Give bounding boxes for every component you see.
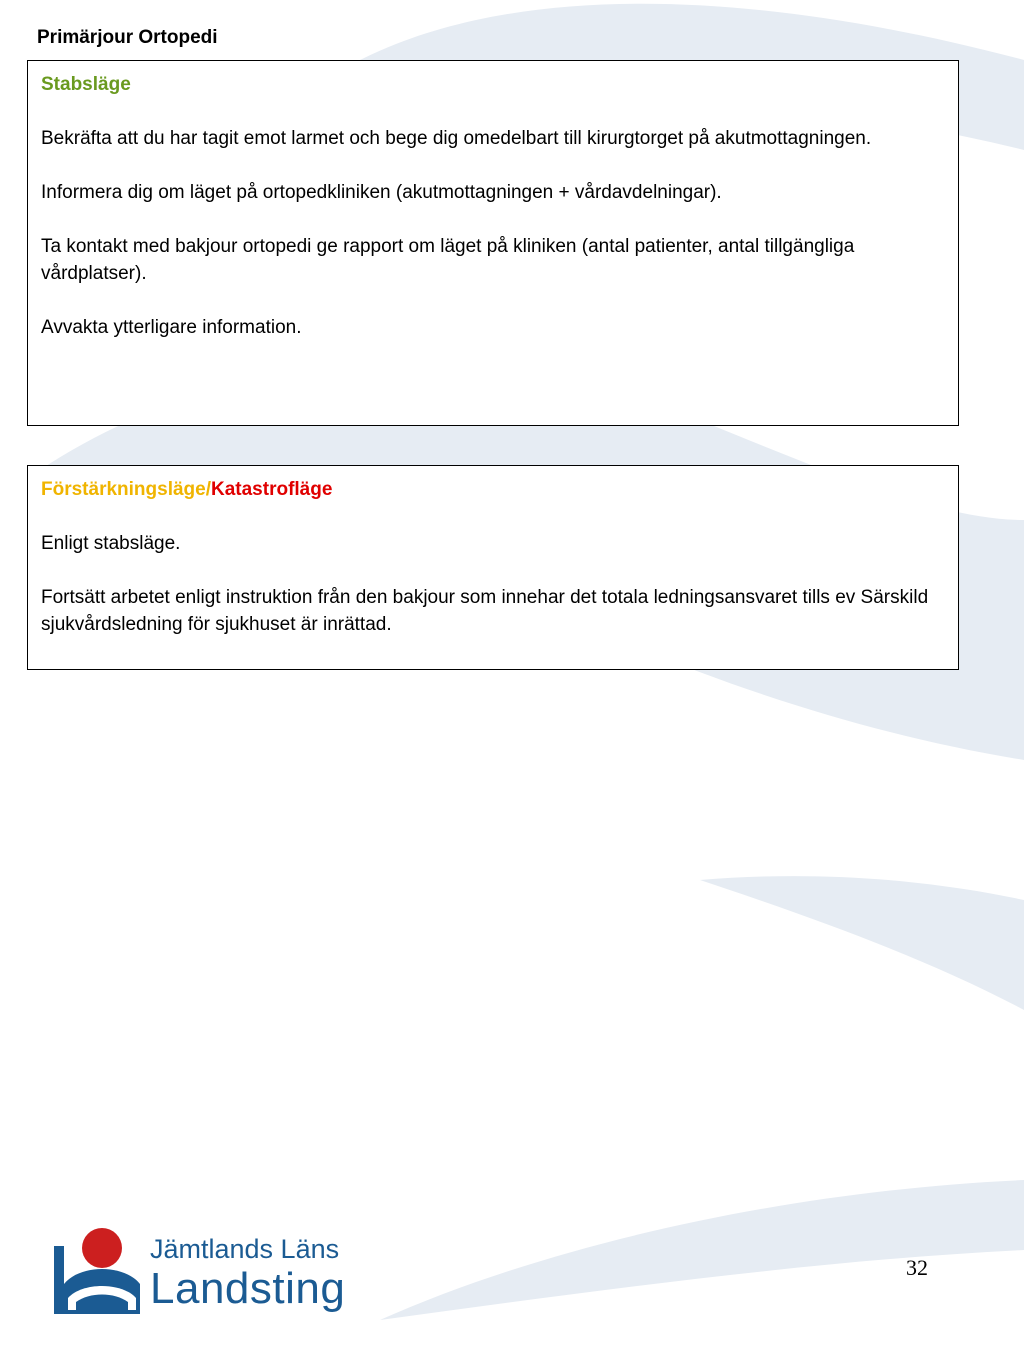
stabslage-paragraph-3: Ta kontakt med bakjour ortopedi ge rapport om läget på kliniken (antal patienter, antal tillgängliga vårdplatser).: [41, 236, 855, 284]
stabslage-box: [27, 60, 959, 426]
logo-text-line2: Landsting: [150, 1264, 346, 1313]
forstarkningslage-paragraph-2: Fortsätt arbetet enligt instruktion från den bakjour som innehar det totala ledningsansvaret tills ev Särskild sjukvårdsledning för sjukhuset är inrättad.: [41, 587, 929, 635]
stabslage-paragraph-2: Informera dig om läget på ortopedkliniken (akutmottagningen + vårdavdelningar).: [41, 182, 722, 203]
page-number: 32: [906, 1255, 928, 1280]
stabslage-paragraph-4: Avvakta ytterligare information.: [41, 317, 302, 338]
landsting-emblem-icon: [52, 1226, 148, 1322]
forstarkningslage-heading: [41, 476, 944, 503]
page-title: Primärjour Ortopedi: [37, 27, 218, 48]
forstarkningslage-paragraph-1: Enligt stabsläge.: [41, 533, 181, 554]
katastroflage-label: Katastrofläge: [211, 479, 333, 500]
stabslage-heading: Stabsläge: [41, 74, 131, 95]
logo-text-line1: Jämtlands Läns: [150, 1234, 340, 1264]
stabslage-paragraph-1: Bekräfta att du har tagit emot larmet och bege dig omedelbart till kirurgtorget på akutmottagningen.: [41, 128, 872, 149]
landsting-logo: [52, 1226, 362, 1326]
forstarkningslage-box: [27, 465, 959, 670]
forstarkningslage-label: Förstärkningsläge/: [41, 479, 211, 500]
